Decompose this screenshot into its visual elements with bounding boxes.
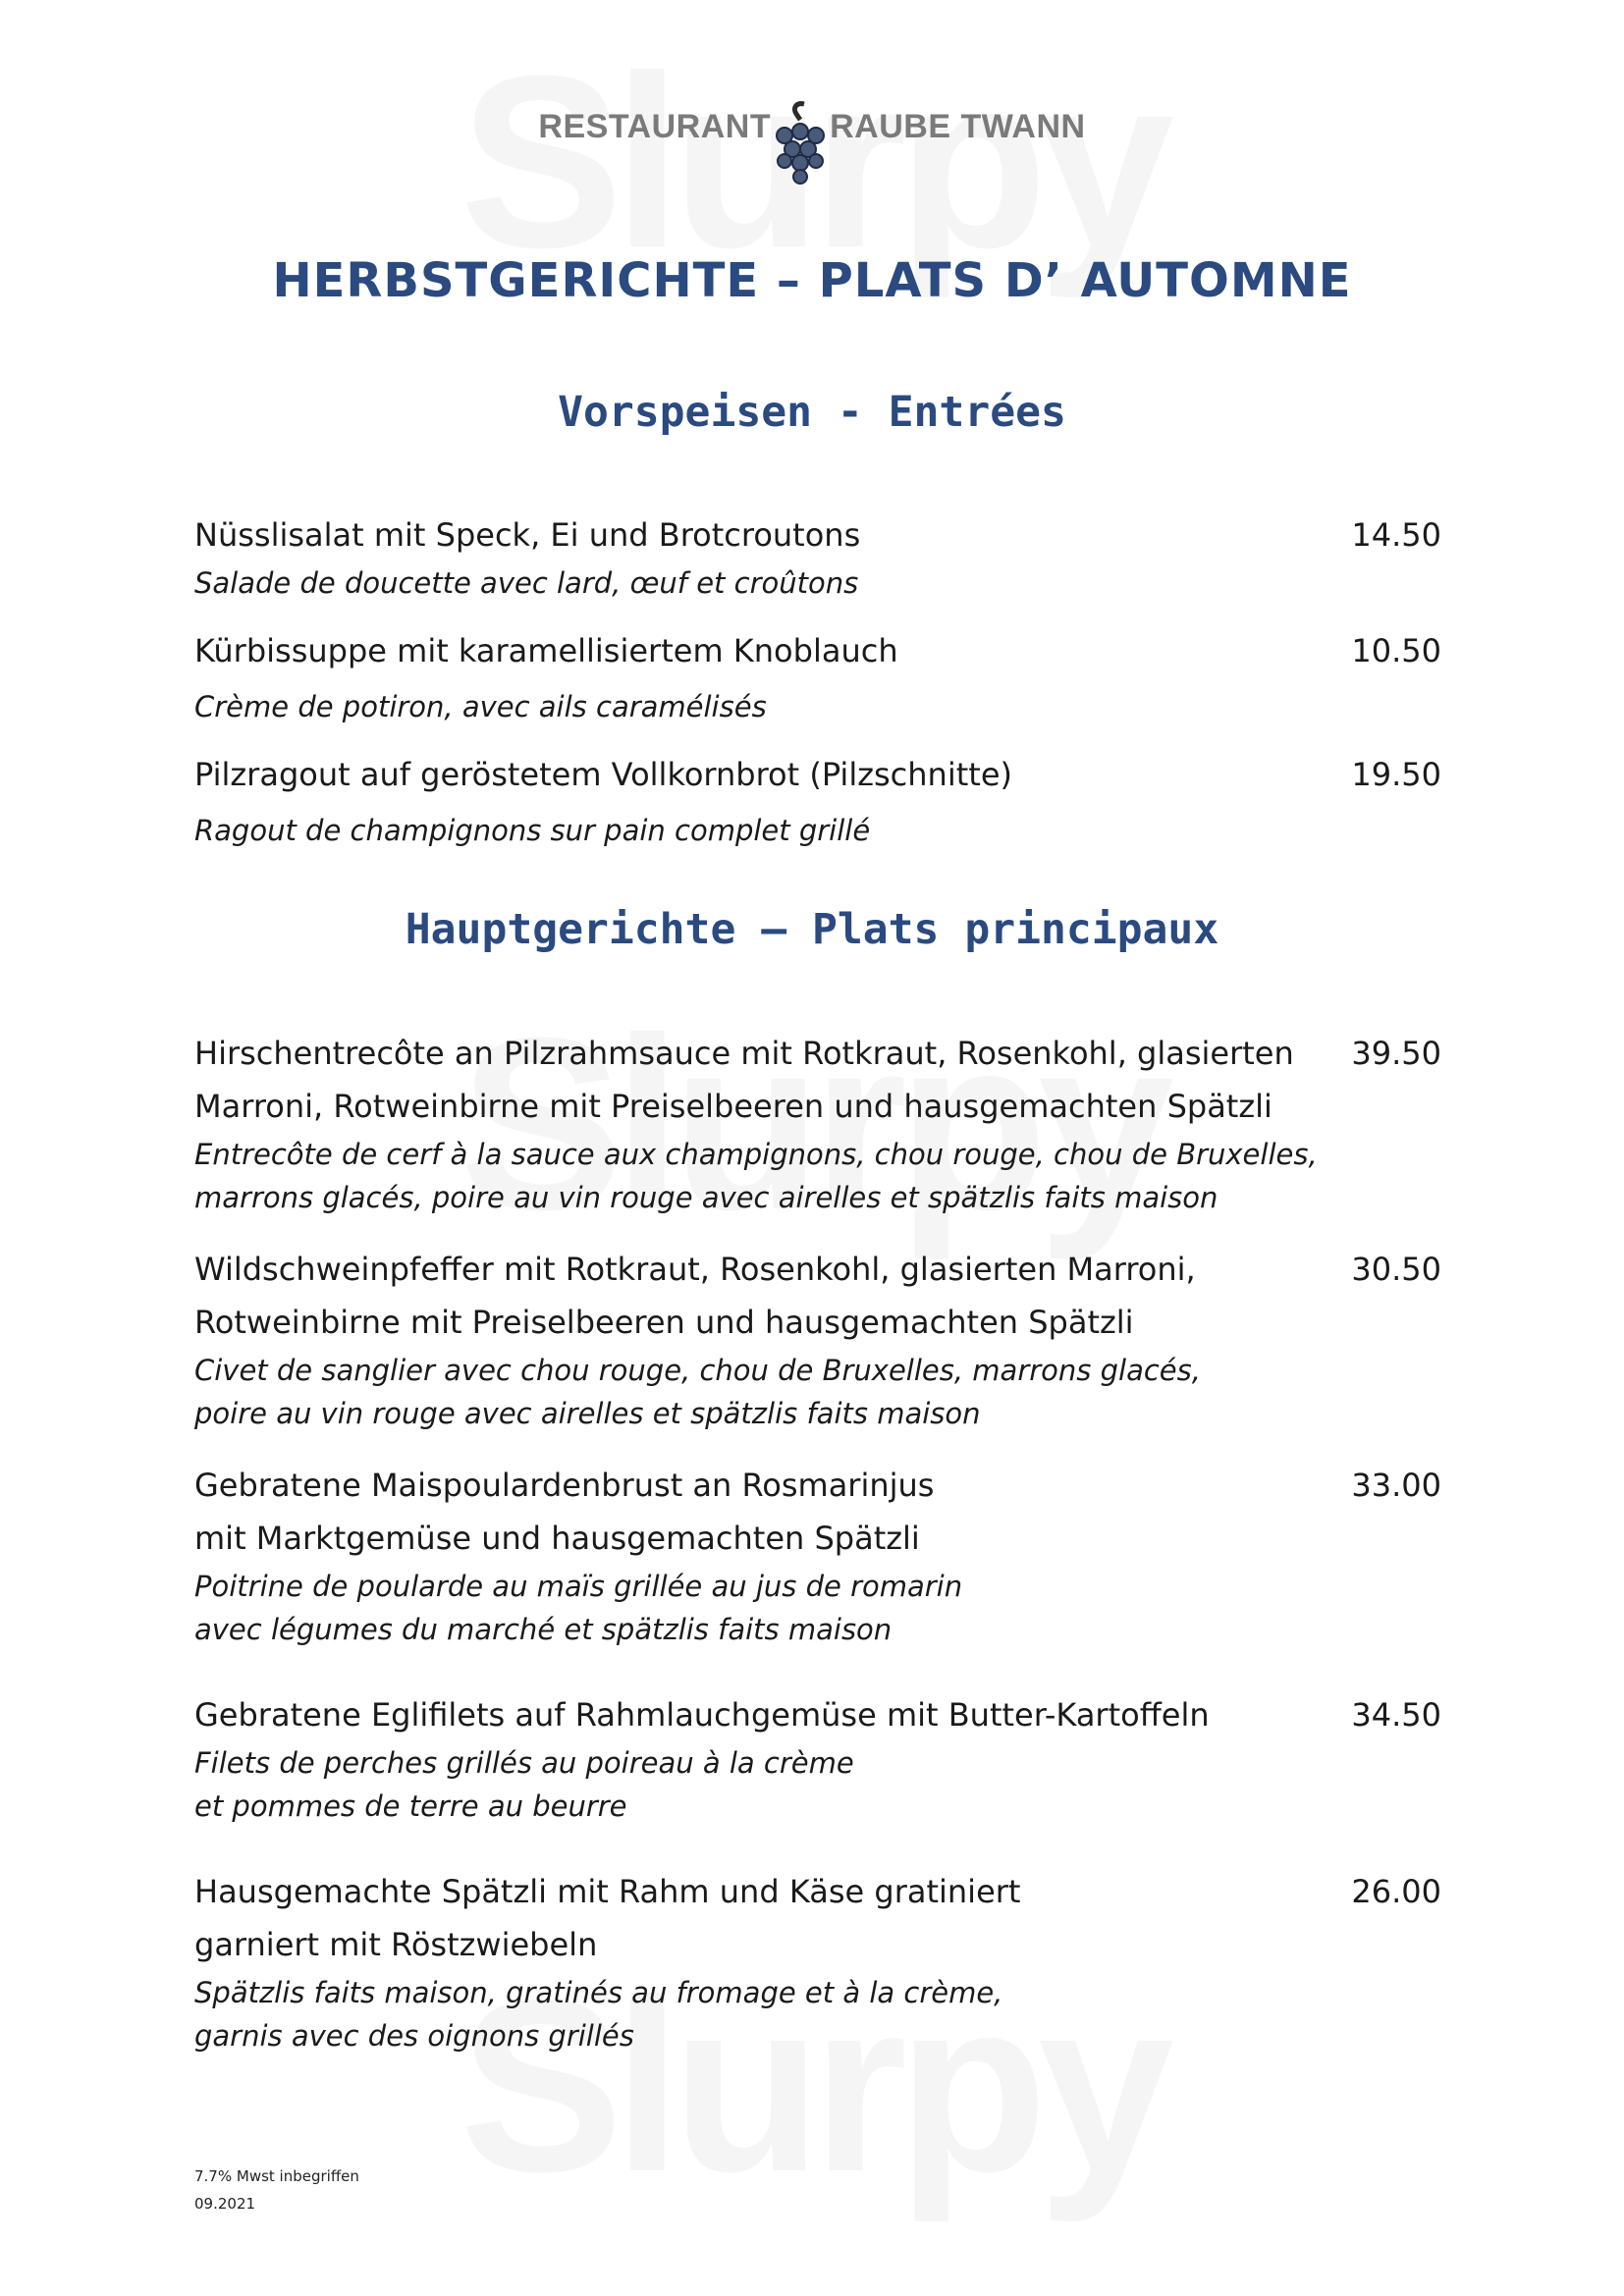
dish-name-de: Pilzragout auf geröstetem Vollkornbrot (Pilzschnitte) xyxy=(194,756,1012,793)
dish-price: 14.50 xyxy=(1351,516,1441,554)
dish-name-fr: Filets de perches grillés au poireau à la crème xyxy=(194,1746,854,1780)
page-title: HERBSTGERICHTE – PLATS D’ AUTOMNE xyxy=(272,253,1352,308)
section-title: Vorspeisen - Entrées xyxy=(558,388,1066,437)
dish-name-de: Hirschentrecôte an Pilzrahmsauce mit Rotkraut, Rosenkohl, glasierten xyxy=(194,1035,1294,1072)
dish-price: 26.00 xyxy=(1351,1873,1441,1910)
menu-item xyxy=(194,508,1441,605)
menu-date: 09.2021 xyxy=(194,2195,256,2213)
dish-name-fr: Entrecôte de cerf à la sauce aux champignons, chou rouge, chou de Bruxelles, xyxy=(194,1138,1318,1171)
menu-item xyxy=(194,1688,1441,1828)
menu-item xyxy=(194,748,1441,852)
dish-name-de: Rotweinbirne mit Preiselbeeren und hausgemachten Spätzli xyxy=(194,1304,1134,1341)
dish-price: 10.50 xyxy=(1351,632,1441,669)
dish-name-fr: Poitrine de poularde au maïs grillée au jus de romarin xyxy=(194,1570,963,1603)
vat-note: 7.7% Mwst inbegriffen xyxy=(194,2167,359,2185)
dish-name-de: Gebratene Maispoulardenbrust an Rosmarinjus xyxy=(194,1467,935,1504)
dish-price: 30.50 xyxy=(1351,1251,1441,1288)
menu-item xyxy=(194,624,1441,728)
logo-text-right: RAUBE TWANN xyxy=(830,108,1086,145)
menu-item xyxy=(194,1027,1441,1219)
dish-price: 34.50 xyxy=(1351,1696,1441,1734)
dish-name-fr: Crème de potiron, avec ails caramélisés xyxy=(194,690,767,723)
dish-price: 39.50 xyxy=(1351,1035,1441,1072)
menu-item xyxy=(194,1243,1441,1435)
footer xyxy=(194,2163,359,2217)
menu-item xyxy=(194,1865,1441,2057)
dish-name-de: Gebratene Eglifilets auf Rahmlauchgemüse mit Butter-Kartoffeln xyxy=(194,1696,1210,1734)
dish-name-fr: Spätzlis faits maison, gratinés au fromage et à la crème, xyxy=(194,1976,1003,2009)
dish-price: 33.00 xyxy=(1351,1467,1441,1504)
dish-name-fr: Salade de doucette avec lard, œuf et croûtons xyxy=(194,566,859,600)
dish-name-de: mit Marktgemüse und hausgemachten Spätzli xyxy=(194,1520,920,1557)
dish-price: 19.50 xyxy=(1351,756,1441,793)
logo-text-left: RESTAURANT xyxy=(538,108,772,145)
section-title: Hauptgerichte – Plats principaux xyxy=(405,905,1219,954)
dish-name-de: garniert mit Röstzwiebeln xyxy=(194,1926,598,1963)
dish-name-de: Wildschweinpfeffer mit Rotkraut, Rosenkohl, glasierten Marroni, xyxy=(194,1251,1196,1288)
dish-name-de: Marroni, Rotweinbirne mit Preiselbeeren und hausgemachten Spätzli xyxy=(194,1088,1272,1125)
grape-icon xyxy=(767,98,836,187)
dish-name-fr: poire au vin rouge avec airelles et spätzlis faits maison xyxy=(194,1397,981,1430)
dish-name-de: Kürbissuppe mit karamellisiertem Knoblauch xyxy=(194,632,898,669)
dish-name-fr: et pommes de terre au beurre xyxy=(194,1789,627,1823)
dish-name-de: Hausgemachte Spätzli mit Rahm und Käse gratiniert xyxy=(194,1873,1021,1910)
dish-name-de: Nüsslisalat mit Speck, Ei und Brotcroutons xyxy=(194,516,861,554)
restaurant-logo xyxy=(0,98,1624,187)
dish-name-fr: avec légumes du marché et spätzlis faits maison xyxy=(194,1613,893,1646)
dish-name-fr: Ragout de champignons sur pain complet grillé xyxy=(194,814,871,847)
dish-name-fr: Civet de sanglier avec chou rouge, chou de Bruxelles, marrons glacés, xyxy=(194,1354,1201,1387)
dish-name-fr: garnis avec des oignons grillés xyxy=(194,2019,634,2053)
menu-item xyxy=(194,1459,1441,1651)
dish-name-fr: marrons glacés, poire au vin rouge avec airelles et spätzlis faits maison xyxy=(194,1181,1218,1214)
